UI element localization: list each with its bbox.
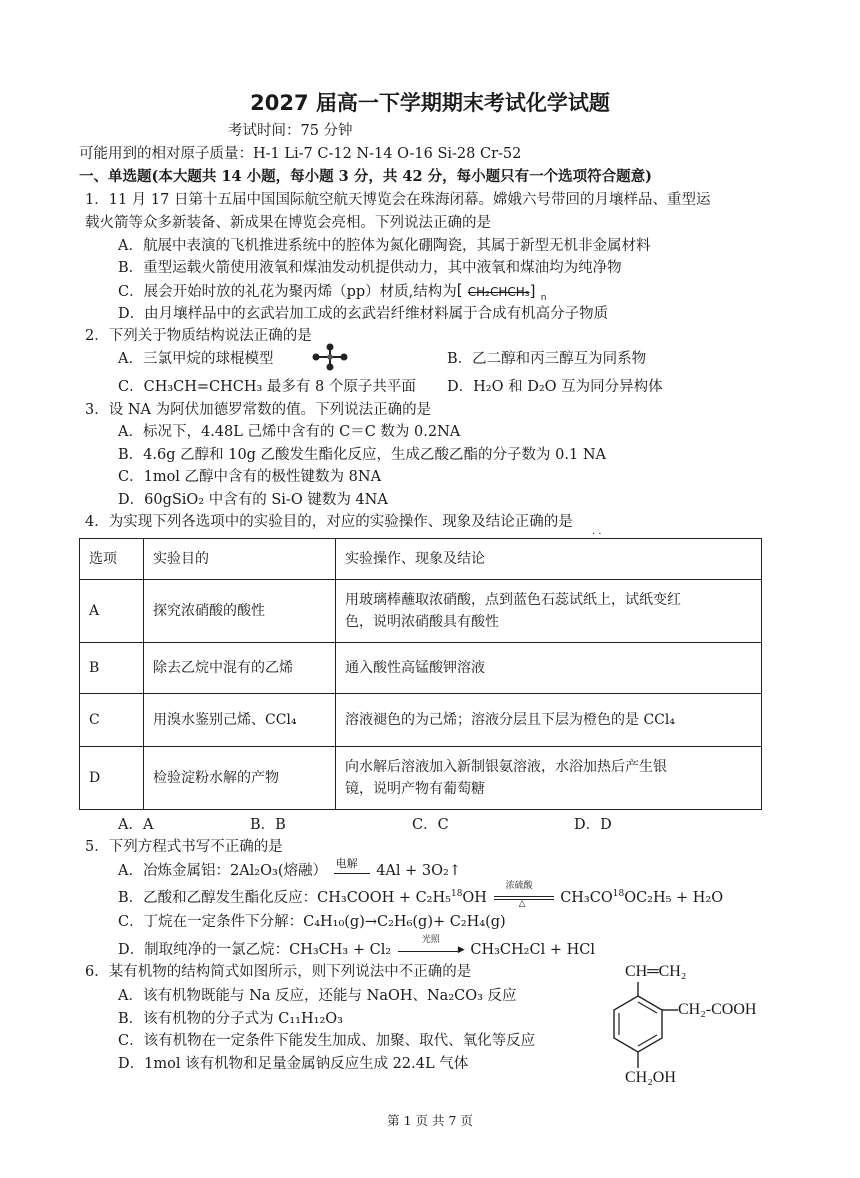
q5-option-a <box>118 857 461 880</box>
q1-stem-line2: 载火箭等众多新装备、新成果在博览会亮相。下列说法正确的是 <box>85 215 491 231</box>
q5-a-condition: 电解 <box>335 857 358 870</box>
table-cell-line: 用玻璃棒蘸取浓硝酸，点到蓝色石蕊试纸上，试纸变红 <box>345 591 681 608</box>
q5-b-heat: △ <box>518 899 526 909</box>
ball-stick-model-icon <box>312 343 348 371</box>
q3-option-b: B．4.6g 乙醇和 10g 乙酸发生酯化反应，生成乙酸乙酯的分子数为 0.1 NA <box>118 447 606 463</box>
table-cell: 探究浓硝酸的酸性 <box>144 580 336 643</box>
table-cell: A <box>80 580 144 643</box>
q6-option-c: C．该有机物在一定条件下能发生加成、加聚、取代、氧化等反应 <box>118 1033 536 1049</box>
table-cell: 溶液褪色的为己烯；溶液分层且下层为橙色的是 CCl₄ <box>336 694 762 747</box>
q5-d-product: CH₃CH₂Cl + HCl <box>470 942 595 958</box>
hydroxymethyl-group: CH₂OH <box>625 1069 676 1086</box>
table-cell: 除去乙烷中混有的乙烯 <box>144 643 336 694</box>
isotope-label: 18 <box>612 889 625 899</box>
table-header-cell: 实验目的 <box>144 539 336 580</box>
section-heading: 一、单选题(本大题共 14 小题，每小题 3 分，共 42 分，每小题只有一个选项符合题意) <box>79 168 652 185</box>
table-cell: D <box>80 747 144 810</box>
table-cell: 用溴水鉴别己烯、CCl₄ <box>144 694 336 747</box>
q5-d-condition: 光照 <box>421 935 440 945</box>
table-cell-line: 色，说明浓硝酸具有酸性 <box>345 614 499 630</box>
vinyl-group: CH═CH₂ <box>625 963 687 980</box>
q2-option-b: B．乙二醇和丙三醇互为同系物 <box>447 351 647 367</box>
q3-option-d: D．60gSiO₂ 中含有的 Si-O 键数为 4NA <box>118 492 388 508</box>
page-title: 2027 届高一下学期期末考试化学试题 <box>250 91 610 115</box>
q5-option-d <box>118 935 595 959</box>
q6-option-b: B．该有机物的分子式为 C₁₁H₁₂O₃ <box>118 1011 343 1027</box>
light-arrow: 光照 ▶ <box>396 941 466 959</box>
table-cell: 检验淀粉水解的产物 <box>144 747 336 810</box>
q1-option-c-text: C．展会开始时放的礼花为聚丙烯（pp）材质,结构为 <box>118 284 457 300</box>
table-cell <box>336 747 762 810</box>
q1-option-a: A．航展中表演的飞机推进系统中的腔体为氮化硼陶瓷，其属于新型无机非金属材料 <box>118 238 651 254</box>
page-footer: 第 1 页 共 7 页 <box>387 1113 473 1128</box>
q5-b-product: CH₃CO <box>560 890 613 906</box>
acetic-group: CH₂-COOH <box>678 1001 757 1018</box>
q5-option-b <box>118 881 724 909</box>
q5-b-catalyst: 浓硫酸 <box>505 881 533 891</box>
q5-b-oh: OH <box>462 890 487 906</box>
q2-option-a: A．三氯甲烷的球棍模型 <box>118 351 274 367</box>
table-row <box>80 747 762 810</box>
q1-option-c <box>118 281 547 303</box>
q6-stem: 6．某有机物的结构简式如图所示，则下列说法中不正确的是 <box>85 964 472 980</box>
q4-table <box>79 538 762 810</box>
q5-b-reactant: B．乙酸和乙醇发生酯化反应：CH₃COOH + C₂H₅ <box>118 890 451 906</box>
table-cell <box>336 580 762 643</box>
table-row <box>80 694 762 747</box>
q4-option-c: C．C <box>412 817 449 833</box>
q3-stem: 3．设 NA 为阿伏加德罗常数的值。下列说法正确的是 <box>85 402 432 418</box>
table-cell: B <box>80 643 144 694</box>
reversible-arrow <box>492 881 556 909</box>
q4-stem: 4．为实现下列各选项中的实验目的，对应的实验操作、现象及结论正确的是 <box>85 514 573 530</box>
table-cell: 通入酸性高锰酸钾溶液 <box>336 643 762 694</box>
isotope-label: 18 <box>450 889 463 899</box>
polymer-n: n <box>540 293 547 303</box>
polymer-repeat-unit: CH₂CHCH₃ <box>467 285 530 299</box>
q1-option-b: B．重型运载火箭使用液氧和煤油发动机提供动力，其中液氧和煤油均为纯净物 <box>118 260 622 276</box>
q2-option-d: D．H₂O 和 D₂O 互为同分异构体 <box>447 379 663 395</box>
q4-option-a: A．A <box>118 817 154 833</box>
polymer-formula: [ CH₂CHCH₃] n <box>456 281 547 303</box>
exam-time: 考试时间：75 分钟 <box>228 123 353 139</box>
table-cell: C <box>80 694 144 747</box>
q3-option-a: A．标况下，4.48L 己烯中含有的 C＝C 数为 0.2NA <box>118 424 461 440</box>
q1-stem-line1: 1．11 月 17 日第十五届中国国际航空航天博览会在珠海闭幕。嫦娥六号带回的月壤样品、重型运 <box>85 192 711 208</box>
q6-option-d: D．1mol 该有机物和足量金属钠反应生成 22.4L 气体 <box>118 1056 469 1072</box>
table-header-cell: 实验操作、现象及结论 <box>336 539 762 580</box>
q2-stem: 2．下列关于物质结构说法正确的是 <box>85 328 312 344</box>
atomic-masses: 可能用到的相对原子质量：H-1 Li-7 C-12 N-14 O-16 Si-28 Cr-52 <box>79 146 522 162</box>
q4-option-d: D．D <box>574 817 612 833</box>
q5-stem: 5．下列方程式书写不正确的是 <box>85 839 283 855</box>
q5-d-reactant: D．制取纯净的一氯乙烷：CH₃CH₃ + Cl₂ <box>118 942 392 958</box>
q2-option-c: C．CH₃CH=CHCH₃ 最多有 8 个原子共平面 <box>118 379 416 395</box>
q5-a-reactant: A．冶炼金属铝：2Al₂O₃(熔融） <box>118 863 327 879</box>
table-cell-line: 镜，说明产物有葡萄糖 <box>345 781 485 797</box>
q1-option-d: D．由月壤样品中的玄武岩加工成的玄武岩纤维材料属于合成有机高分子物质 <box>118 306 609 322</box>
q5-b-product-2: OC₂H₅ + H₂O <box>624 890 724 906</box>
table-row <box>80 580 762 643</box>
table-header-row <box>80 539 762 580</box>
q4-option-b: B．B <box>250 817 286 833</box>
q5-a-product: 4Al + 3O₂↑ <box>376 863 461 879</box>
structural-formula <box>598 960 783 1100</box>
table-header-cell: 选项 <box>80 539 144 580</box>
q6-option-a: A．该有机物既能与 Na 反应，还能与 NaOH、Na₂CO₃ 反应 <box>118 988 517 1004</box>
q5-option-c: C．丁烷在一定条件下分解：C₄H₁₀(g)→C₂H₆(g)+ C₂H₄(g) <box>118 914 506 930</box>
q3-option-c: C．1mol 乙醇中含有的极性键数为 8NA <box>118 469 382 485</box>
electrolysis-arrow <box>332 857 372 880</box>
table-cell-line: 向水解后溶液加入新制银氨溶液，水浴加热后产生银 <box>345 758 667 775</box>
table-row <box>80 643 762 694</box>
